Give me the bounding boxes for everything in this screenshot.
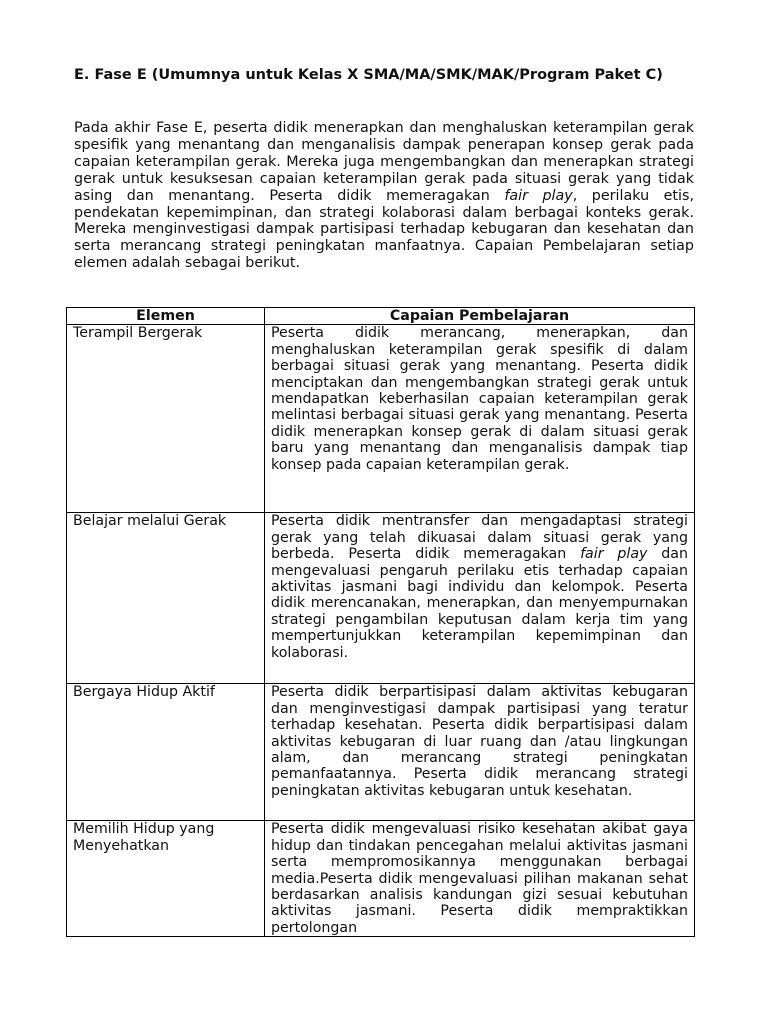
elemen-cell: Memilih Hidup yang Menyehatkan xyxy=(67,821,265,937)
elemen-cell: Belajar melalui Gerak xyxy=(67,513,265,684)
capaian-italic-term: fair play xyxy=(580,546,648,563)
table-header-row xyxy=(67,308,695,325)
table-row xyxy=(67,325,695,513)
header-elemen: Elemen xyxy=(67,308,265,325)
capaian-cell: Peserta didik berpartisipasi dalam aktivitas kebugaran dan menginvestigasi dampak partisipasi yang teratur terhadap kesehatan. Peserta didik berpartisipasi dalam aktivitas kebugaran di luar ruang dan /atau lingkungan alam, dan merancang strategi peningkatan pemanfaatannya. Peserta didik merancang strategi peningkatan aktivitas kebugaran untuk kesehatan. xyxy=(265,684,695,821)
intro-italic-term: fair play xyxy=(504,187,573,204)
intro-paragraph xyxy=(74,120,694,272)
section-heading: E. Fase E (Umumnya untuk Kelas X SMA/MA/SMK/MAK/Program Paket C) xyxy=(74,67,663,83)
intro-text-start: Pada akhir Fase E, peserta didik menerapkan dan menghaluskan keterampilan gerak spesifik yang menantang dan menganalisis dampak penerapan konsep gerak pada capaian keterampilan gerak. Mereka juga mengembangkan dan menerapkan strategi gerak untuk kesuksesan capaian keterampilan gerak pada situasi gerak yang tidak asing dan menantang. Peserta didik memeragakan xyxy=(74,120,694,204)
table-row xyxy=(67,684,695,821)
capaian-text-end: dan mengevaluasi pengaruh perilaku etis terhadap capaian aktivitas jasmani bagi individu dan kelompok. Peserta didik merencanakan, menerapkan, dan menyempurnakan strategi pengambilan keputusan dalam kerja tim yang mempertunjukkan keterampilan kepemimpinan dan kolaborasi. xyxy=(271,546,688,661)
table-row xyxy=(67,821,695,937)
capaian-cell: Peserta didik mengevaluasi risiko kesehatan akibat gaya hidup dan tindakan pencegahan melalui aktivitas jasmani serta mempromosikannya menggunakan berbagai media.Peserta didik mengevaluasi pilihan makanan sehat berdasarkan analisis kandungan gizi sesuai kebutuhan aktivitas jasmani. Peserta didik mempraktikkan pertolongan xyxy=(265,821,695,937)
capaian-text-start: Peserta didik mentransfer dan mengadaptasi strategi gerak yang telah dikuasai dalam situasi gerak yang berbeda. Peserta didik memeragakan xyxy=(271,513,688,563)
table-row xyxy=(67,513,695,684)
capaian-cell xyxy=(265,513,695,684)
header-capaian: Capaian Pembelajaran xyxy=(265,308,695,325)
capaian-table xyxy=(66,307,695,937)
capaian-cell: Peserta didik merancang, menerapkan, dan menghaluskan keterampilan gerak spesifik di dalam berbagai situasi gerak yang menantang. Peserta didik menciptakan dan mengembangkan strategi gerak untuk mendapatkan keberhasilan capaian keterampilan gerak melintasi berbagai situasi gerak yang menantang. Peserta didik menerapkan konsep gerak di dalam situasi gerak baru yang menantang dan menganalisis dampak tiap konsep pada capaian keterampilan gerak. xyxy=(265,325,695,513)
elemen-cell: Bergaya Hidup Aktif xyxy=(67,684,265,821)
elemen-cell: Terampil Bergerak xyxy=(67,325,265,513)
intro-text-end: , perilaku etis, pendekatan kepemimpinan, dan strategi kolaborasi dalam berbagai konteks gerak. Mereka menginvestigasi dampak partisipasi terhadap kebugaran dan kesehatan dan serta merancang strategi peningkatan manfaatnya. Capaian Pembelajaran setiap elemen adalah sebagai berikut. xyxy=(74,187,694,272)
